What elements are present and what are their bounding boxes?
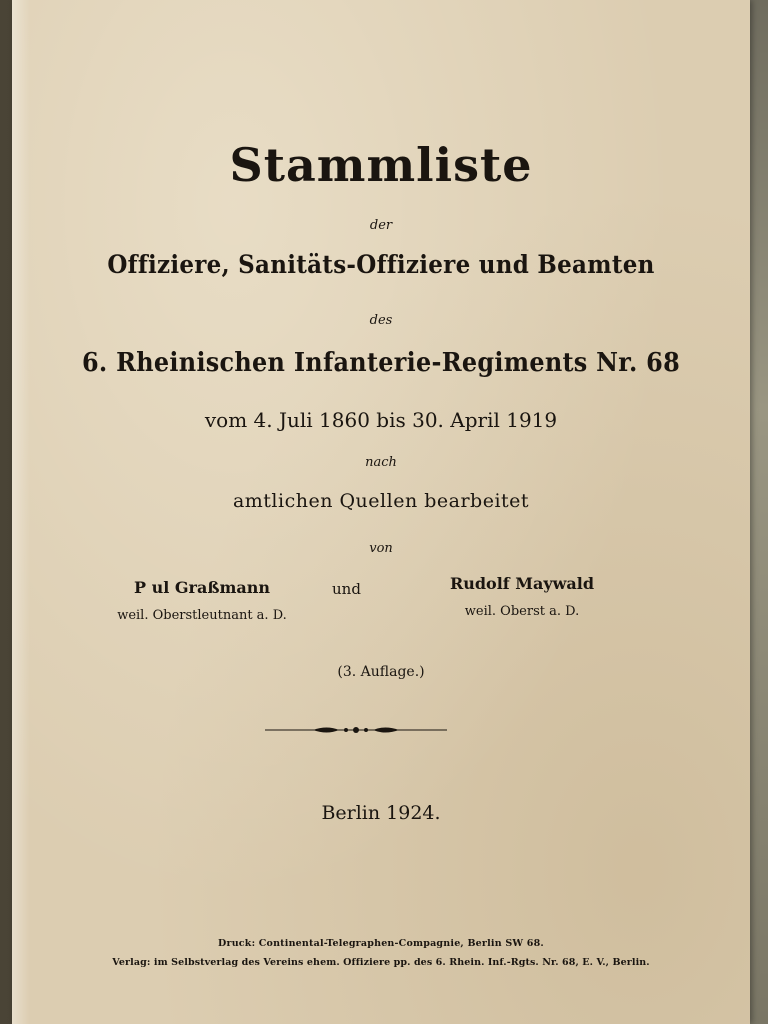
author-right	[432, 574, 612, 619]
author-rank: weil. Oberstleutnant a. D.	[117, 608, 287, 623]
author-left	[97, 578, 307, 623]
heading-line-2: 6. Rheinischen Infanterie-Regiments Nr. 68	[81, 348, 681, 378]
ornament-divider-icon	[265, 722, 447, 738]
connector-nach: nach	[365, 455, 397, 470]
connector-des: des	[369, 313, 393, 328]
place-year: Berlin 1924.	[321, 802, 441, 824]
printer-line: Druck: Continental-Telegraphen-Compagnie, Berlin SW 68.	[218, 938, 544, 949]
author-name: P ul Graßmann	[133, 578, 271, 597]
publisher-line: Verlag: im Selbstverlag des Vereins ehem. Offiziere pp. des 6. Rhein. Inf.-Rgts. Nr. 68, E. V., Berlin.	[112, 957, 650, 968]
heading-line-1: Offiziere, Sanitäts-Offiziere und Beamten	[107, 250, 655, 279]
author-rank: weil. Oberst a. D.	[464, 604, 580, 619]
document-title: Stammliste	[229, 138, 533, 192]
author-name: Rudolf Maywald	[449, 574, 595, 593]
date-range: vom 4. Juli 1860 bis 30. April 1919	[204, 408, 558, 432]
sources-line: amtlichen Quellen bearbeitet	[232, 490, 530, 512]
connector-und: und	[332, 580, 361, 598]
connector-von: von	[369, 541, 393, 556]
title-page	[12, 0, 750, 1024]
edition: (3. Auflage.)	[337, 664, 425, 680]
connector-der: der	[369, 218, 393, 233]
